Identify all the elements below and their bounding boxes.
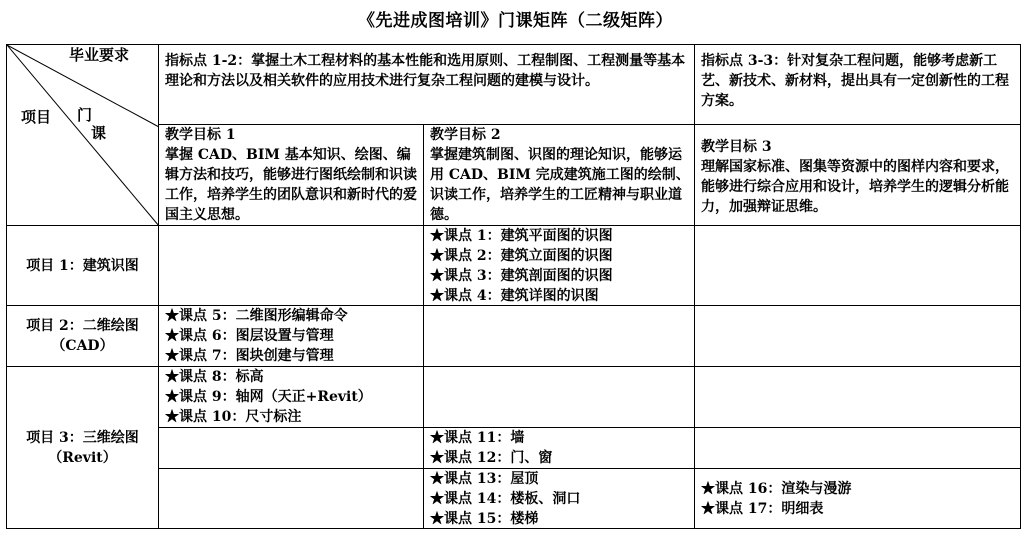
corner-header-cell [6,44,159,226]
project-3b-goal-3-cell [694,427,1021,469]
lesson-5: ★课点 5：二维图形编辑命令 [165,308,348,324]
lesson-8: ★课点 8：标高 [165,369,264,385]
lesson-14: ★课点 14：楼板、洞口 [430,491,581,507]
lesson-7: ★课点 7：图块创建与管理 [165,348,334,364]
goal-2-text: 掌握建筑制图、识图的理论知识，能够运用 CAD、BIM 完成建筑施工图的绘制、识读工作，培养学生的工匠精神与职业道德。 [430,147,690,223]
project-3a-goal-2-cell [423,366,695,428]
project-3c-goal-2-cell [423,468,695,529]
goal-3-text: 理解国家标准、图集等资源中的图样内容和要求，能够进行综合应用和设计，培养学生的逻辑分析能力，加强辩证思维。 [701,159,1009,215]
indicator-3-3-cell [694,44,1021,125]
project-3a-goal-1-cell [158,366,424,428]
lesson-17: ★课点 17：明细表 [701,500,824,517]
project-3b-goal-2-cell [423,427,695,469]
lesson-4: ★课点 4：建筑详图的识图 [430,288,599,304]
project-3c-goal-3-cell [694,468,1021,529]
page-title: 《先进成图培训》门课矩阵（二级矩阵） [358,11,673,31]
goal-3-cell [694,124,1021,226]
indicator-1-2-text: 指标点 1-2：掌握土木工程材料的基本性能和选用原则、工程制图、工程测量等基本理论和方法以及相关软件的应用技术进行复杂工程问题的建模与设计。 [165,53,686,89]
project-2-goal-3-cell [694,305,1021,367]
lesson-15: ★课点 15：楼梯 [430,511,539,527]
goal-2-title: 教学目标 2 [430,127,501,143]
goal-3-title: 教学目标 3 [701,139,772,155]
project-2-goal-2-cell [423,305,695,367]
corner-label-project: 项目 [21,108,52,126]
project-2-sublabel: （CAD） [51,338,114,354]
lesson-6: ★课点 6：图层设置与管理 [165,328,334,344]
indicator-3-3-text: 指标点 3-3：针对复杂工程问题，能够考虑新工艺、新技术、新材料，提出具有一定创新性的工程方案。 [701,53,1009,109]
project-3-label-cell [6,366,159,529]
project-2-label-cell [6,305,159,367]
project-1-goal-2-cell [423,225,695,306]
project-1-label: 项目 1：建筑识图 [26,257,139,274]
lesson-9: ★课点 9：轴网（天正+Revit） [165,389,372,405]
indicator-1-2-cell [158,44,695,125]
project-3b-goal-1-cell [158,427,424,469]
goal-2-cell [423,124,695,226]
project-2-goal-1-cell [158,305,424,367]
lesson-13: ★课点 13：屋顶 [430,471,539,487]
project-3-sublabel: （Revit） [48,449,117,466]
project-3a-goal-3-cell [694,366,1021,428]
project-3-label: 项目 3：三维绘图 [26,429,139,446]
lesson-10: ★课点 10：尺寸标注 [165,409,302,425]
project-1-goal-1-cell [158,225,424,306]
lesson-3: ★课点 3：建筑剖面图的识图 [430,268,613,284]
corner-diagonal-lines [7,45,160,227]
goal-1-text: 掌握 CAD、BIM 基本知识、绘图、编辑方法和技巧，能够进行图纸绘制和识读工作，培养学生的团队意识和新时代的爱国主义思想。 [165,147,417,223]
lesson-16: ★课点 16：渲染与漫游 [701,480,852,497]
project-3c-goal-1-cell [158,468,424,529]
lesson-11: ★课点 11：墙 [430,430,525,446]
lesson-12: ★课点 12：门、窗 [430,450,553,466]
project-1-goal-3-cell [694,225,1021,306]
corner-label-graduation: 毕业要求 [69,46,130,64]
project-2-label: 项目 2：二维绘图 [26,318,139,334]
goal-1-title: 教学目标 1 [165,127,236,143]
project-1-label-cell [6,225,159,306]
lesson-2: ★课点 2：建筑立面图的识图 [430,248,613,264]
corner-label-door: 门 [77,106,93,124]
goal-1-cell [158,124,424,226]
lesson-1: ★课点 1：建筑平面图的识图 [430,228,613,244]
corner-label-course: 课 [91,124,107,142]
